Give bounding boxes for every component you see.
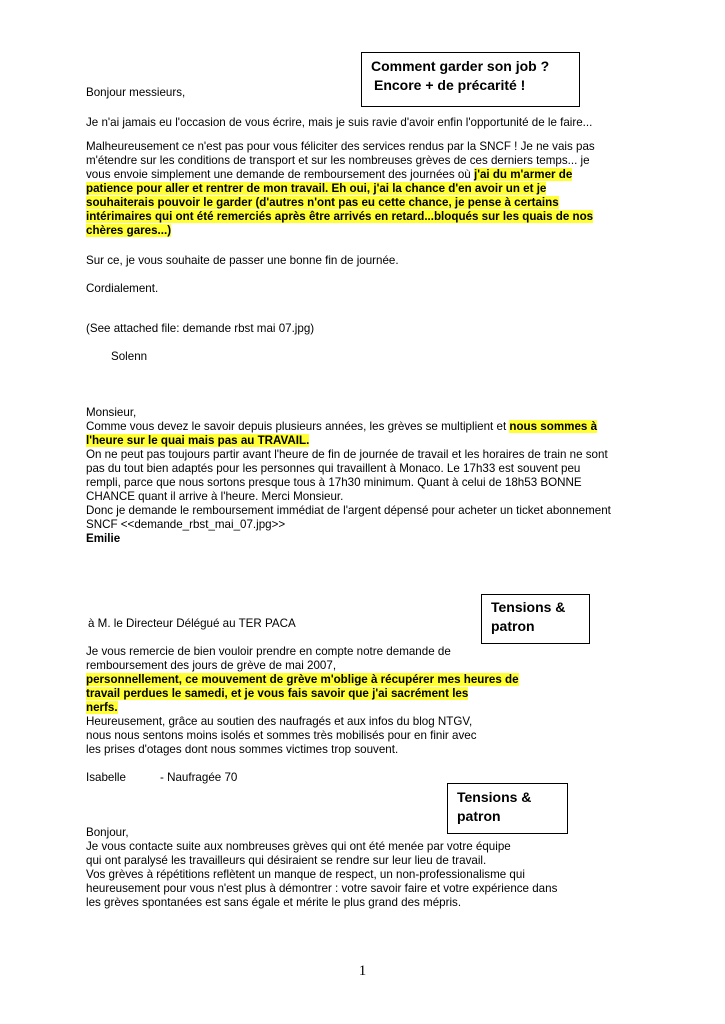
letter1-text: vous envoie simplement une demande de remboursement des journées où (86, 168, 474, 181)
letter1-closing: Cordialement. (86, 282, 159, 295)
page-number: 1 (358, 963, 367, 979)
letter2-line: On ne peut pas toujours partir avant l'heure de fin de journée de travail et les horaires de train ne sont (86, 448, 608, 461)
tension-box (481, 594, 590, 644)
title-box (361, 52, 580, 107)
letter3-line: remboursement des jours de grève de mai 2007, (86, 659, 337, 672)
letter2-greeting: Monsieur, (86, 406, 137, 419)
letter1-greeting: Bonjour messieurs, (86, 86, 186, 99)
letter3-line: Heureusement, grâce au soutien des naufragés et aux infos du blog NTGV, (86, 715, 473, 728)
attachment-note: (See attached file: demande rbst mai 07.jpg) (86, 322, 315, 335)
highlight: patience pour aller et rentrer de mon travail. Eh oui, j'ai la chance d'en avoir un et je (86, 182, 547, 195)
letter3-signature-name: Isabelle (86, 771, 126, 784)
letter1-signature: Solenn (111, 350, 148, 363)
highlight: j'ai du m'armer de (473, 168, 573, 181)
letter3-line (86, 687, 468, 702)
highlight: travail perdues le samedi, et je vous fais savoir que j'ai sacrément les (86, 687, 469, 700)
letter3-addressee: à M. le Directeur Délégué au TER PACA (88, 617, 296, 630)
letter3-line: les prises d'otages dont nous sommes victimes trop souvent. (86, 743, 399, 756)
letter1-closing: Sur ce, je vous souhaite de passer une bonne fin de journée. (86, 254, 399, 267)
highlight: chères gares...) (86, 224, 172, 237)
title-box-line1: Comment garder son job ? (371, 58, 550, 74)
letter1-line (86, 210, 593, 225)
letter2-text: Comme vous devez le savoir depuis plusieurs années, les grèves se multiplient et (86, 420, 510, 433)
letter2-line: Donc je demande le remboursement immédiat de l'argent dépensé pour acheter un ticket abonnement (86, 504, 611, 517)
highlight: souhaiterais pouvoir le garder (d'autres n'ont pas eu cette chance, je pense à certains (86, 196, 559, 209)
tension-box-line2: patron (491, 618, 535, 634)
letter4-line: qui ont paralysé les travailleurs qui désiraient se rendre sur leur lieu de travail. (86, 854, 487, 867)
tension-box-line1: Tensions & (457, 789, 532, 805)
tension-box-line1: Tensions & (491, 599, 566, 615)
letter3-signature-tag: - Naufragée 70 (160, 771, 238, 784)
letter1-line: m'étendre sur les conditions de transport et sur les nombreuses grèves de ces derniers temps... je (86, 154, 590, 167)
letter2-line (86, 420, 597, 435)
letter2-signature: Emilie (86, 532, 121, 545)
letter1-line (86, 196, 559, 211)
letter2-line: CHANCE quant il arrive à l'heure. Merci Monsieur. (86, 490, 344, 503)
title-box-line2: Encore + de précarité ! (374, 77, 526, 93)
letter4-greeting: Bonjour, (86, 826, 129, 839)
letter2-line (86, 434, 309, 449)
letter4-line: Vos grèves à répétitions reflètent un manque de respect, un non-professionalisme qui (86, 868, 525, 881)
highlight: personnellement, ce mouvement de grève m'oblige à récupérer mes heures de (86, 673, 519, 686)
letter1-line: Malheureusement ce n'est pas pour vous féliciter des services rendus par la SNCF ! Je ne vais pas (86, 140, 595, 153)
letter1-line (86, 168, 572, 183)
letter4-line: heureusement pour vous n'est plus à démontrer : votre savoir faire et votre expérience dans (86, 882, 558, 895)
letter4-line: les grèves spontanées est sans égale et mérite le plus grand des mépris. (86, 896, 462, 909)
letter1-line (86, 224, 171, 239)
letter2-line: pas du tout bien adaptés pour les personnes qui travaillent à Monaco. Le 17h33 est souvent peu (86, 462, 581, 475)
highlight: nous sommes à (509, 420, 598, 433)
letter3-line (86, 673, 519, 688)
letter1-intro: Je n'ai jamais eu l'occasion de vous écrire, mais je suis ravie d'avoir enfin l'opportunité de le faire... (86, 116, 593, 129)
letter2-line: SNCF <<demande_rbst_mai_07.jpg>> (86, 518, 286, 531)
tension-box (447, 783, 568, 834)
highlight: nerfs. (86, 701, 118, 714)
tension-box-line2: patron (457, 808, 501, 824)
letter3-line (86, 701, 118, 716)
letter3-line: Je vous remercie de bien vouloir prendre en compte notre demande de (86, 645, 451, 658)
highlight: l'heure sur le quai mais pas au TRAVAIL. (86, 434, 310, 447)
letter4-line: Je vous contacte suite aux nombreuses grèves qui ont été menée par votre équipe (86, 840, 511, 853)
highlight: intérimaires qui ont été remerciés après être arrivés en retard...bloqués sur les quais de nos (86, 210, 594, 223)
letter1-line (86, 182, 546, 197)
letter3-line: nous nous sentons moins isolés et sommes très mobilisés pour en finir avec (86, 729, 477, 742)
letter2-line: rempli, parce que nous sortons presque tous à 17h30 minimum. Quant à celui de 18h53 BONNE (86, 476, 582, 489)
